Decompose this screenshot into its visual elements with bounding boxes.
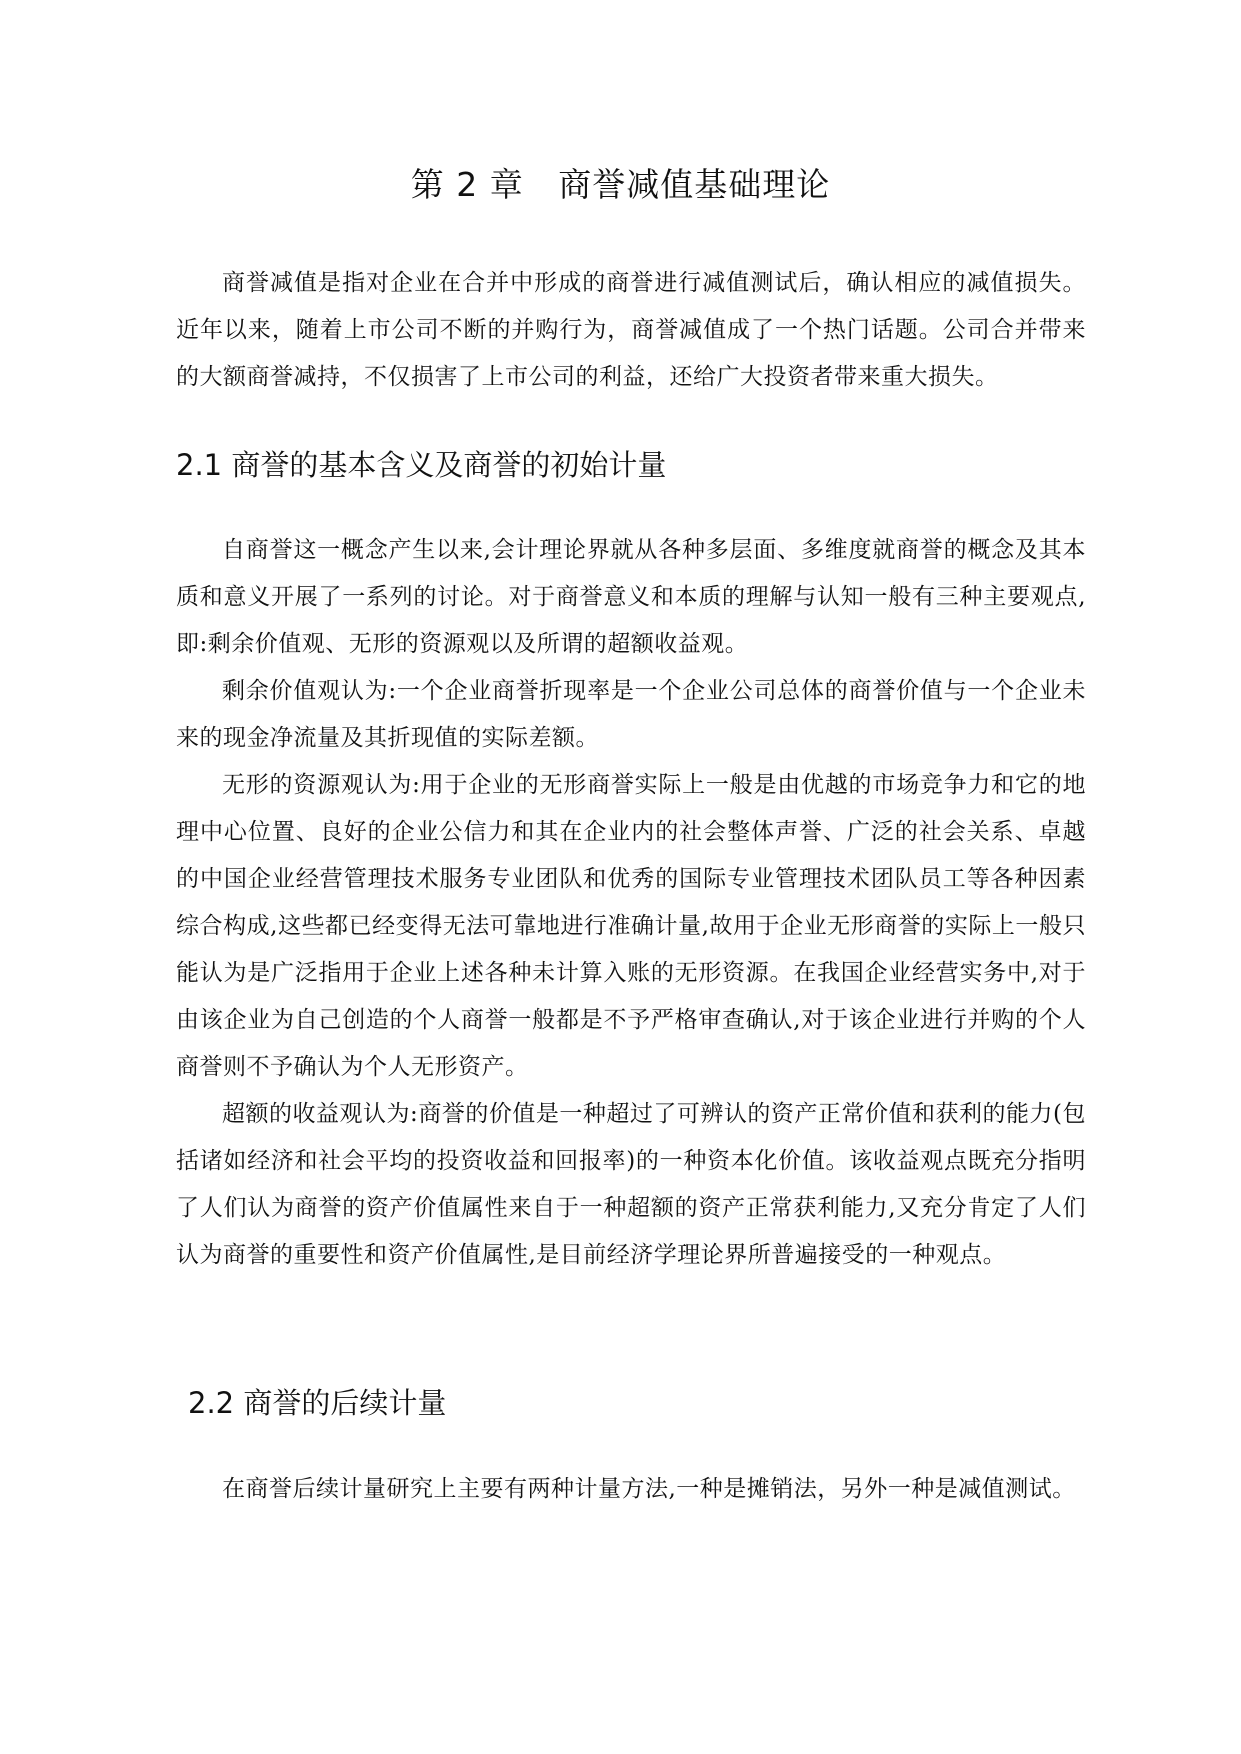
section-heading-2-1: 2.1 商誉的基本含义及商誉的初始计量 [176, 448, 667, 482]
paragraph-residual-value-view: 剩余价值观认为:一个企业商誉折现率是一个企业公司总体的商誉价值与一个企业未来的现金净流量及其折现值的实际差额。 [176, 678, 1086, 751]
paragraph-goodwill-concepts: 自商誉这一概念产生以来,会计理论界就从各种多层面、多维度就商誉的概念及其本质和意义开展了一系列的讨论。对于商誉意义和本质的理解与认知一般有三种主要观点,即:剩余价值观、无形的资源观以及所谓的超额收益观。 [176, 537, 1086, 657]
chapter-title: 第 2 章 商誉减值基础理论 [410, 165, 831, 204]
intro-paragraph: 商誉减值是指对企业在合并中形成的商誉进行减值测试后，确认相应的减值损失。近年以来，随着上市公司不断的并购行为，商誉减值成了一个热门话题。公司合并带来的大额商誉减持，不仅损害了上市公司的利益，还给广大投资者带来重大损失。 [176, 270, 1086, 390]
paragraph-excess-earnings-view: 超额的收益观认为:商誉的价值是一种超过了可辨认的资产正常价值和获利的能力(包括诸如经济和社会平均的投资收益和回报率)的一种资本化价值。该收益观点既充分指明了人们认为商誉的资产价值属性来自于一种超额的资产正常获利能力,又充分肯定了人们认为商誉的重要性和资产价值属性,是目前经济学理论界所普遍接受的一种观点。 [176, 1101, 1086, 1268]
section-heading-2-2: 2.2 商誉的后续计量 [188, 1386, 447, 1420]
paragraph-intangible-resource-view: 无形的资源观认为:用于企业的无形商誉实际上一般是由优越的市场竞争力和它的地理中心位置、良好的企业公信力和其在企业内的社会整体声誉、广泛的社会关系、卓越的中国企业经营管理技术服务专业团队和优秀的国际专业管理技术团队员工等各种因素综合构成,这些都已经变得无法可靠地进行准确计量,故用于企业无形商誉的实际上一般只能认为是广泛指用于企业上述各种未计算入账的无形资源。在我国企业经营实务中,对于由该企业为自己创造的个人商誉一般都是不予严格审查确认,对于该企业进行并购的个人商誉则不予确认为个人无形资产。 [176, 772, 1086, 1080]
paragraph-subsequent-measurement: 在商誉后续计量研究上主要有两种计量方法,一种是摊销法，另外一种是减值测试。 [222, 1476, 1076, 1502]
